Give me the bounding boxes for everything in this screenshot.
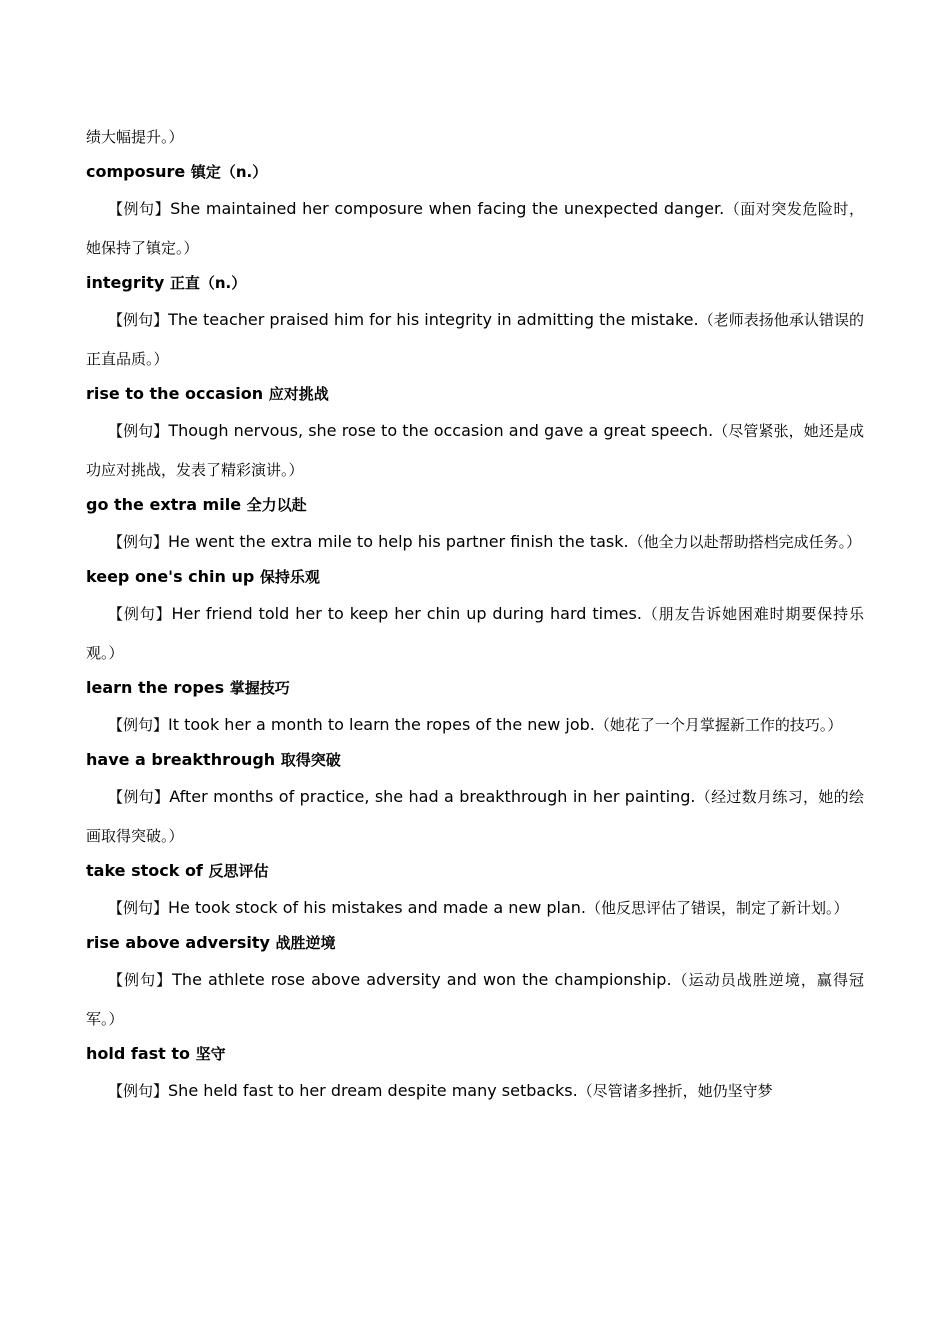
vocab-entry-composure: [86, 161, 864, 268]
example-tag: 【例句】: [108, 788, 170, 806]
example-english: He went the extra mile to help his partner finish the task.: [168, 532, 629, 551]
example-sentence: [86, 889, 864, 928]
example-chinese: （他反思评估了错误，制定了新计划。）: [586, 899, 849, 917]
example-tag: 【例句】: [108, 605, 172, 623]
example-sentence: [86, 190, 864, 268]
term-heading: [86, 383, 864, 405]
term-heading: [86, 1043, 864, 1065]
example-english: Though nervous, she rose to the occasion and gave a great speech.: [168, 421, 714, 440]
continuation-text: 绩大幅提升。）: [86, 128, 184, 146]
term-meaning: 反思评估: [208, 862, 269, 880]
example-tag: 【例句】: [108, 716, 169, 734]
example-chinese: （他全力以赴帮助搭档完成任务。）: [628, 533, 862, 551]
vocab-entry-have-a-breakthrough: [86, 749, 864, 856]
term-meaning: 镇定（n.）: [190, 163, 268, 181]
example-english: The teacher praised him for his integrity in admitting the mistake.: [168, 310, 699, 329]
term-meaning: 取得突破: [280, 751, 341, 769]
term-english: take stock of: [86, 861, 203, 880]
term-english: rise above adversity: [86, 933, 270, 952]
example-chinese: （她花了一个月掌握新工作的技巧。）: [594, 716, 843, 734]
example-tag: 【例句】: [108, 311, 169, 329]
example-sentence: [86, 412, 864, 490]
vocab-entry-learn-the-ropes: [86, 677, 864, 745]
example-english: After months of practice, she had a breakthrough in her painting.: [169, 787, 696, 806]
example-english: It took her a month to learn the ropes of the new job.: [168, 715, 595, 734]
term-english: go the extra mile: [86, 495, 242, 514]
term-heading: [86, 161, 864, 183]
example-sentence: [86, 961, 864, 1039]
example-sentence: [86, 1072, 864, 1111]
example-tag: 【例句】: [108, 899, 169, 917]
example-tag: 【例句】: [108, 422, 169, 440]
example-chinese: （老师表扬他承认错误的正直品质。）: [86, 311, 864, 368]
example-sentence: [86, 778, 864, 856]
vocab-entry-hold-fast-to: [86, 1043, 864, 1111]
term-english: integrity: [86, 273, 165, 292]
example-english: Her friend told her to keep her chin up during hard times.: [171, 604, 642, 623]
term-english: hold fast to: [86, 1044, 191, 1063]
example-tag: 【例句】: [108, 971, 173, 989]
example-english: The athlete rose above adversity and won the championship.: [172, 970, 672, 989]
example-chinese: （朋友告诉她困难时期要保持乐观。）: [86, 605, 864, 662]
term-meaning: 应对挑战: [268, 385, 329, 403]
example-chinese: （运动员战胜逆境，赢得冠军。）: [86, 971, 864, 1028]
vocab-entry-keep-ones-chin-up: [86, 566, 864, 673]
example-sentence: [86, 706, 864, 745]
example-tag: 【例句】: [108, 1082, 169, 1100]
example-sentence: [86, 301, 864, 379]
example-tag: 【例句】: [108, 533, 169, 551]
term-heading: [86, 860, 864, 882]
term-heading: [86, 677, 864, 699]
term-english: keep one's chin up: [86, 567, 255, 586]
term-meaning: 坚守: [195, 1045, 226, 1063]
term-meaning: 全力以赴: [246, 496, 307, 514]
example-chinese: （尽管诸多挫折，她仍坚守梦: [577, 1082, 773, 1100]
term-heading: [86, 749, 864, 771]
term-heading: [86, 494, 864, 516]
vocab-entry-take-stock-of: [86, 860, 864, 928]
term-meaning: 正直（n.）: [169, 274, 247, 292]
example-english: He took stock of his mistakes and made a new plan.: [168, 898, 586, 917]
term-english: have a breakthrough: [86, 750, 276, 769]
example-sentence: [86, 595, 864, 673]
term-heading: [86, 566, 864, 588]
vocab-entry-rise-to-the-occasion: [86, 383, 864, 490]
example-sentence: [86, 523, 864, 562]
vocab-entry-rise-above-adversity: [86, 932, 864, 1039]
term-heading: [86, 932, 864, 954]
example-chinese: （经过数月练习，她的绘画取得突破。）: [86, 788, 864, 845]
document-page: [86, 122, 864, 1111]
example-tag: 【例句】: [108, 200, 171, 218]
term-english: rise to the occasion: [86, 384, 264, 403]
term-meaning: 战胜逆境: [275, 934, 336, 952]
term-heading: [86, 272, 864, 294]
example-english: She maintained her composure when facing the unexpected danger.: [170, 199, 725, 218]
example-chinese: （尽管紧张，她还是成功应对挑战，发表了精彩演讲。）: [86, 422, 864, 479]
term-meaning: 保持乐观: [259, 568, 320, 586]
vocab-entry-integrity: [86, 272, 864, 379]
term-english: composure: [86, 162, 186, 181]
vocab-entry-go-the-extra-mile: [86, 494, 864, 562]
example-chinese: （面对突发危险时，她保持了镇定。）: [86, 200, 864, 257]
example-english: She held fast to her dream despite many setbacks.: [168, 1081, 578, 1100]
term-english: learn the ropes: [86, 678, 225, 697]
term-meaning: 掌握技巧: [229, 679, 290, 697]
